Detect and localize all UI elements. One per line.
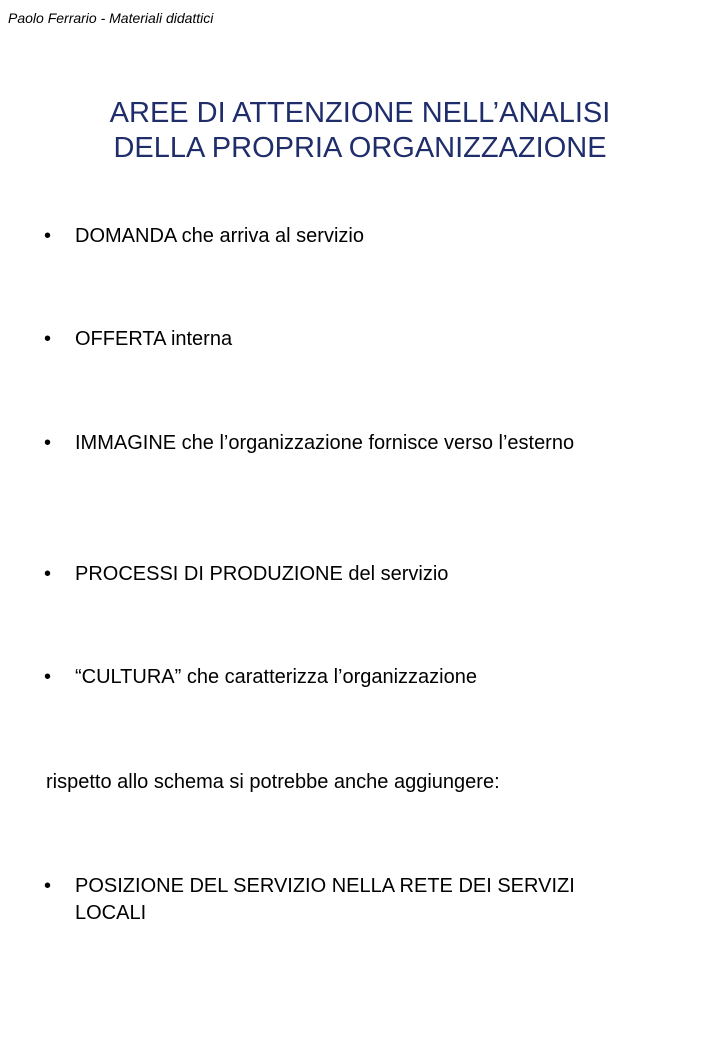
list-item-processi bbox=[44, 561, 644, 588]
bullet-icon: • bbox=[44, 328, 52, 350]
bullet-icon: • bbox=[44, 432, 52, 454]
list-item-immagine bbox=[44, 430, 604, 457]
list-item-cultura bbox=[44, 664, 644, 691]
bullet-icon: • bbox=[44, 563, 52, 585]
list-item-text: DOMANDA che arriva al servizio bbox=[75, 225, 364, 247]
list-item-text: IMMAGINE che l’organizzazione fornisce verso l’esterno bbox=[75, 432, 575, 454]
bullet-icon: • bbox=[44, 666, 52, 688]
page-title bbox=[0, 96, 720, 166]
title-line-1: AREE DI ATTENZIONE NELL’ANALISI bbox=[109, 97, 611, 129]
list-item-domanda bbox=[44, 223, 644, 250]
list-item-text: OFFERTA interna bbox=[75, 328, 233, 350]
list-item-posizione bbox=[44, 873, 604, 927]
list-item-text: POSIZIONE DEL SERVIZIO NELLA RETE DEI SERVIZI LOCALI bbox=[75, 875, 575, 924]
note-text: rispetto allo schema si potrebbe anche aggiungere: bbox=[46, 771, 500, 793]
title-line-2: DELLA PROPRIA ORGANIZZAZIONE bbox=[113, 132, 607, 164]
list-item-offerta bbox=[44, 326, 644, 353]
bullet-icon: • bbox=[44, 225, 52, 247]
list-item-text: “CULTURA” che caratterizza l’organizzazione bbox=[75, 666, 477, 688]
list-item-text: PROCESSI DI PRODUZIONE del servizio bbox=[75, 563, 449, 585]
page-header: Paolo Ferrario - Materiali didattici bbox=[8, 10, 214, 26]
bullet-icon: • bbox=[44, 875, 52, 897]
